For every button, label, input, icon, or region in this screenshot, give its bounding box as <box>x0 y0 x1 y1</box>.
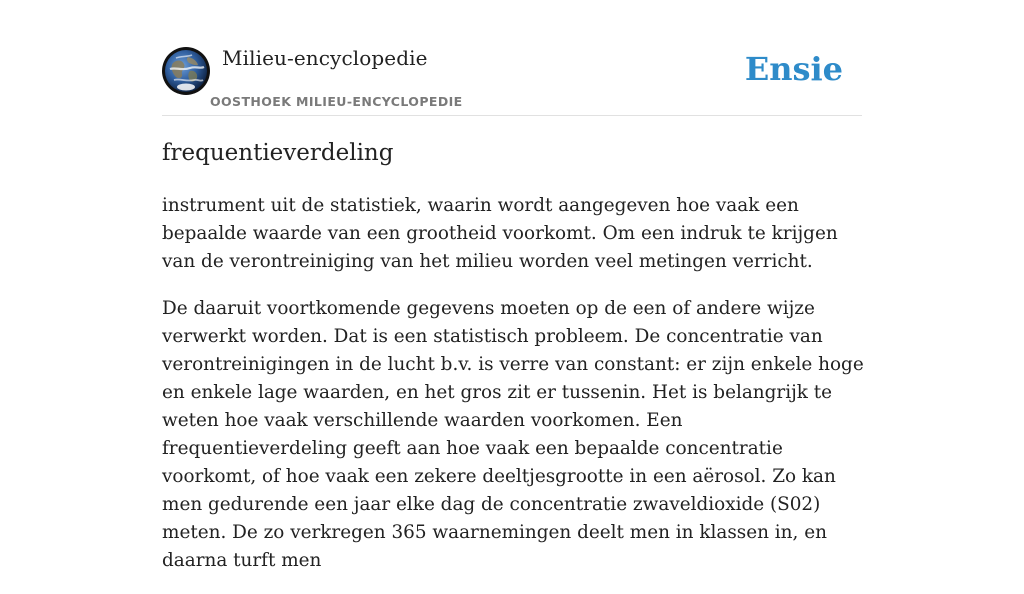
entry-title: frequentieverdeling <box>162 140 394 166</box>
entry-paragraph: De daaruit voortkomende gegevens moeten op de een of andere wijze verwerkt worden. Dat is een statistisch probleem. De concentratie van verontreinigingen in de lucht b.v. is verre van constant: er zijn enkele hoge en enkele lage waarden, en het gros zit er tussenin. Het is belangrijk te weten hoe vaak verschillende waarden voorkomen. Een frequentieverdeling geeft aan hoe vaak een bepaalde concentratie voorkomt, of hoe vaak een zekere deeltjesgrootte in een aërosol. Zo kan men gedurende een jaar elke dag de concentratie zwaveldioxide (S02) meten. De zo verkregen 365 waarnemingen deelt men in klassen in, en daarna turft men <box>162 298 864 571</box>
site-title[interactable]: Milieu-encyclopedie <box>222 46 428 70</box>
entry-content <box>162 192 866 594</box>
site-subtitle: OOSTHOEK MILIEU-ENCYCLOPEDIE <box>210 94 463 109</box>
site-header <box>162 44 862 116</box>
brand-logo[interactable]: Ensie <box>744 50 843 88</box>
header-divider <box>162 115 862 116</box>
entry-paragraph: instrument uit de statistiek, waarin wordt aangegeven hoe vaak een bepaalde waarde van een grootheid voorkomt. Om een indruk te krijgen van de verontreiniging van het milieu worden veel metingen verricht. <box>162 195 838 272</box>
earth-globe-icon[interactable] <box>162 47 210 95</box>
